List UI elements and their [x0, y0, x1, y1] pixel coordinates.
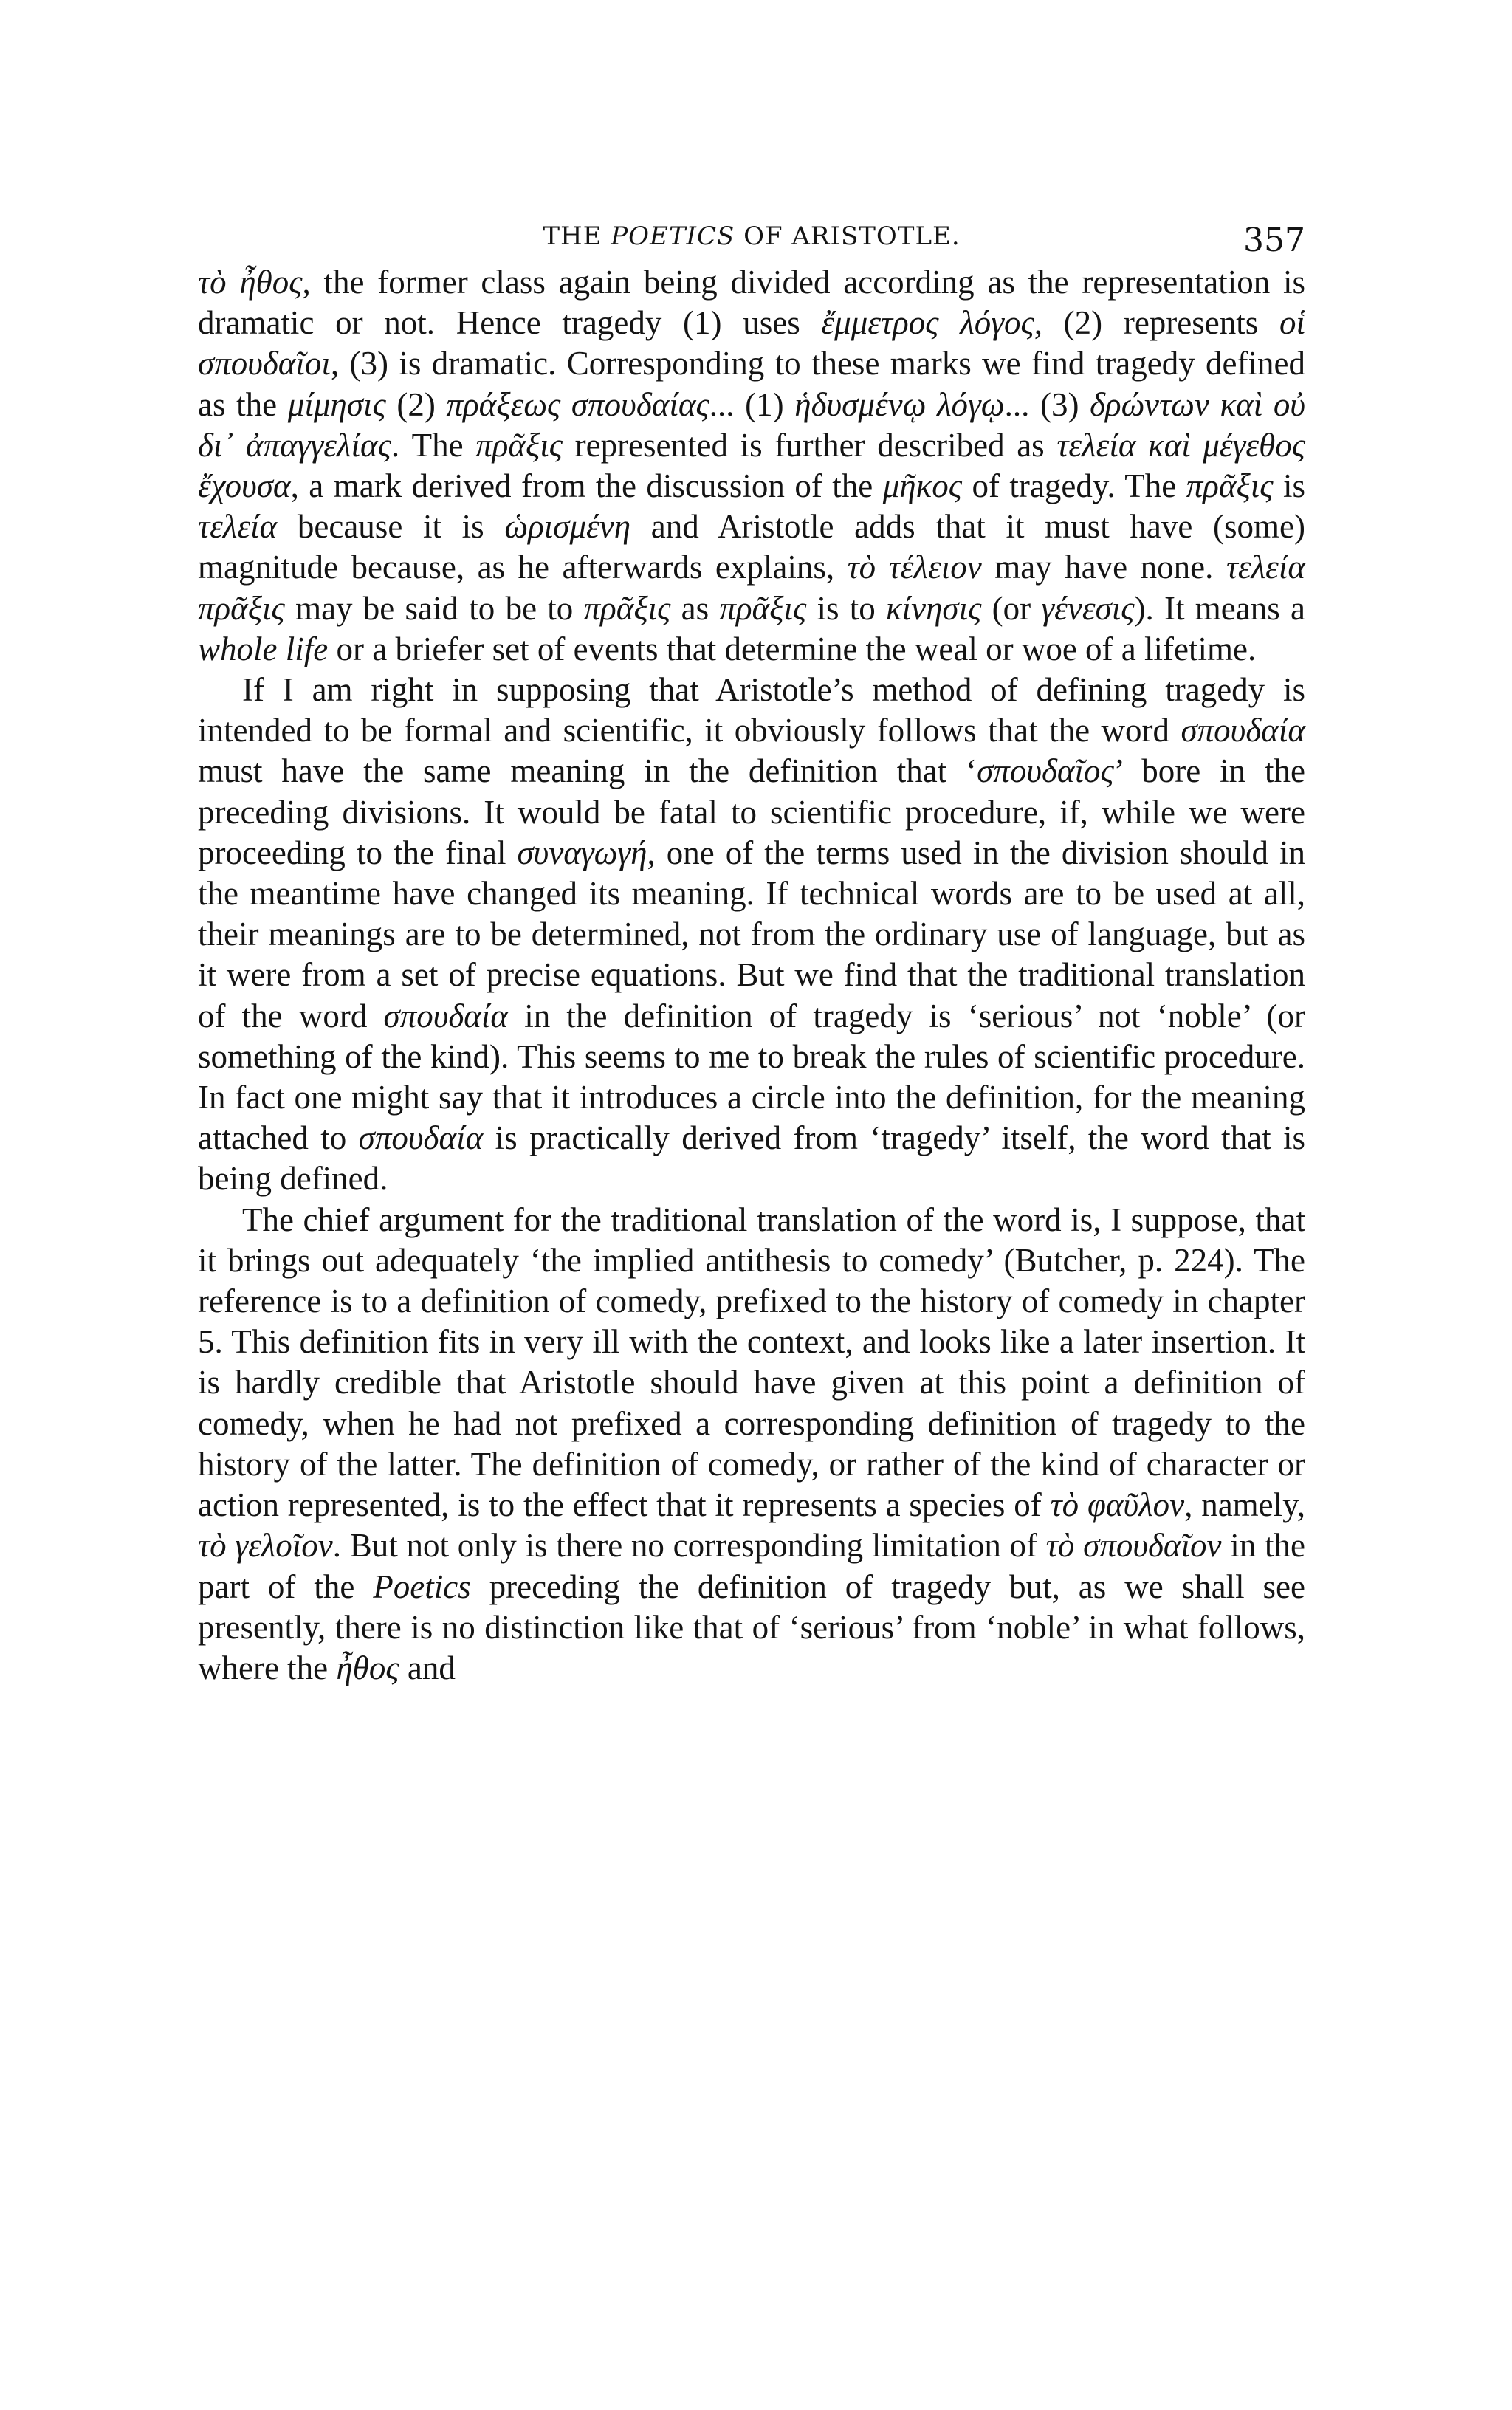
greek-term: σπουδαία: [1181, 712, 1305, 749]
text-run: is to: [806, 589, 887, 627]
paragraph: [198, 670, 1305, 1200]
greek-term: πρᾶξις: [583, 589, 671, 627]
page-number: 357: [1243, 222, 1305, 259]
text-run: is: [1273, 467, 1306, 505]
greek-term: τὸ ἦθος: [198, 264, 303, 301]
text-run: The chief argument for the traditional translation of the word is, I suppose, that it brings out adequately ‘the implied antithesis to comedy’ (Butcher, p. 224). The reference is to a definition of comedy, prefixed to the history of comedy in chapter 5. This definition fits in very ill with the context, and looks like a later insertion. It is hardly credible that Aristotle should have given at this point a definition of comedy, when he had not prefixed a corresponding definition of tragedy to the history of the latter. The definition of comedy, or rather of the kind of character or action represented, is to the effect that it represents a species of: [198, 1201, 1305, 1524]
text-run: If I am right in supposing that Aristotle’s method of defining tragedy is intended to be formal and scientific, it obviously follows that the word: [198, 671, 1305, 749]
text-run: ... (1): [709, 385, 795, 423]
text-run: , the former class again being divided according as the representation is dramatic or not. Hence tragedy (1) uses: [198, 264, 1305, 342]
text-run: because it is: [277, 508, 505, 546]
paragraph: [198, 1200, 1305, 1689]
paragraph: [198, 262, 1305, 670]
text-run: is practically derived from ‘tragedy’ itself, the word that is being defined.: [198, 1119, 1305, 1198]
text-run: in the definition of tragedy is ‘serious’ not ‘noble’ (or something of the kind). This seems to me to break the rules of scientific procedure. In fact one might say that it introduces a circle into the definition, for the meaning attached to: [198, 997, 1305, 1157]
greek-term: πρᾶξις: [1186, 467, 1274, 505]
greek-term: μίμησις: [287, 385, 386, 423]
text-run: ). It means a: [1134, 589, 1305, 627]
text-run: as: [670, 589, 720, 627]
greek-term: πρᾶξις: [475, 426, 563, 464]
text-run: preceding the definition of tragedy but, as we shall see presently, there is no distinction like that of ‘serious’ from ‘noble’ in what follows, where the: [198, 1568, 1305, 1686]
body-text: [198, 262, 1305, 1689]
text-run: and Aristotle adds that it must have (some) magnitude because, as he afterwards explains,: [198, 508, 1305, 586]
greek-term: ἡδυσμένῳ λόγῳ: [794, 385, 1005, 423]
greek-term: σπουδαία: [383, 997, 509, 1034]
greek-term: οἱ σπουδαῖοι: [198, 304, 1305, 382]
page-header: [198, 222, 1305, 266]
greek-term: ἔμμετρος λόγος: [821, 304, 1034, 342]
italic-text: whole life: [198, 630, 329, 667]
greek-term: τελεία πρᾶξις: [198, 549, 1305, 627]
text-run: . But not only is there no corresponding limitation of: [332, 1527, 1046, 1565]
text-run: must have the same meaning in the definition that ‘: [198, 752, 977, 790]
text-run: , (2) represents: [1034, 304, 1279, 342]
greek-term: σπουδαῖος: [977, 752, 1114, 790]
text-run: and: [399, 1649, 456, 1686]
italic-text: Poetics: [373, 1568, 471, 1605]
greek-term: δρώντων καὶ οὐ δι᾽ ἀπαγγελίας: [198, 385, 1305, 464]
greek-term: πρᾶξις: [719, 589, 807, 627]
text-run: ’ bore in the preceding divisions. It would be fatal to scientific procedure, if, while we were proceeding to the final: [198, 752, 1305, 871]
running-head-prefix: THE: [543, 222, 611, 251]
greek-term: τὸ σπουδαῖον: [1045, 1527, 1222, 1565]
running-head: [198, 222, 1305, 251]
text-run: , (3) is dramatic. Corresponding to these marks we find tragedy defined as the: [198, 345, 1305, 423]
text-run: of tragedy. The: [962, 467, 1186, 505]
text-run: may be said to be to: [284, 589, 584, 627]
greek-term: ἦθος: [336, 1649, 399, 1686]
running-head-suffix: OF ARISTOTLE.: [735, 222, 961, 251]
text-run: , one of the terms used in the division should in the meantime have changed its meaning. If technical words are to be used at all, their meanings are to be determined, not from the ordinary use of language, but as it were from a set of precise equations. But we find that the traditional translation of the word: [198, 834, 1305, 1034]
greek-term: τὸ γελοῖον: [198, 1527, 333, 1565]
greek-term: σπουδαία: [358, 1119, 484, 1157]
greek-term: τελεία: [198, 508, 278, 546]
text-run: , a mark derived from the discussion of the: [290, 467, 883, 505]
greek-term: κίνησις: [886, 589, 982, 627]
greek-term: γένεσις: [1041, 589, 1135, 627]
text-run: represented is further described as: [563, 426, 1057, 464]
text-run: ... (3): [1004, 385, 1090, 423]
greek-term: τὸ φαῦλον: [1050, 1486, 1185, 1524]
text-run: (or: [981, 589, 1042, 627]
text-run: . The: [391, 426, 476, 464]
greek-term: μῆκος: [882, 467, 962, 505]
text-run: or a briefer set of events that determine the weal or woe of a lifetime.: [328, 630, 1257, 667]
text-run: may have none.: [981, 549, 1226, 586]
running-head-italic: POETICS: [611, 222, 735, 251]
text-run: (2): [385, 385, 447, 423]
text-run: in the part of the: [198, 1527, 1305, 1605]
greek-term: συναγωγή: [517, 834, 647, 871]
text-run: , namely,: [1184, 1486, 1305, 1524]
greek-term: τὸ τέλειον: [847, 549, 982, 586]
greek-term: πράξεως σπουδαίας: [446, 385, 709, 423]
greek-term: τελεία καὶ μέγεθος ἔχουσα: [198, 426, 1305, 505]
greek-term: ὡρισμένη: [504, 508, 631, 546]
